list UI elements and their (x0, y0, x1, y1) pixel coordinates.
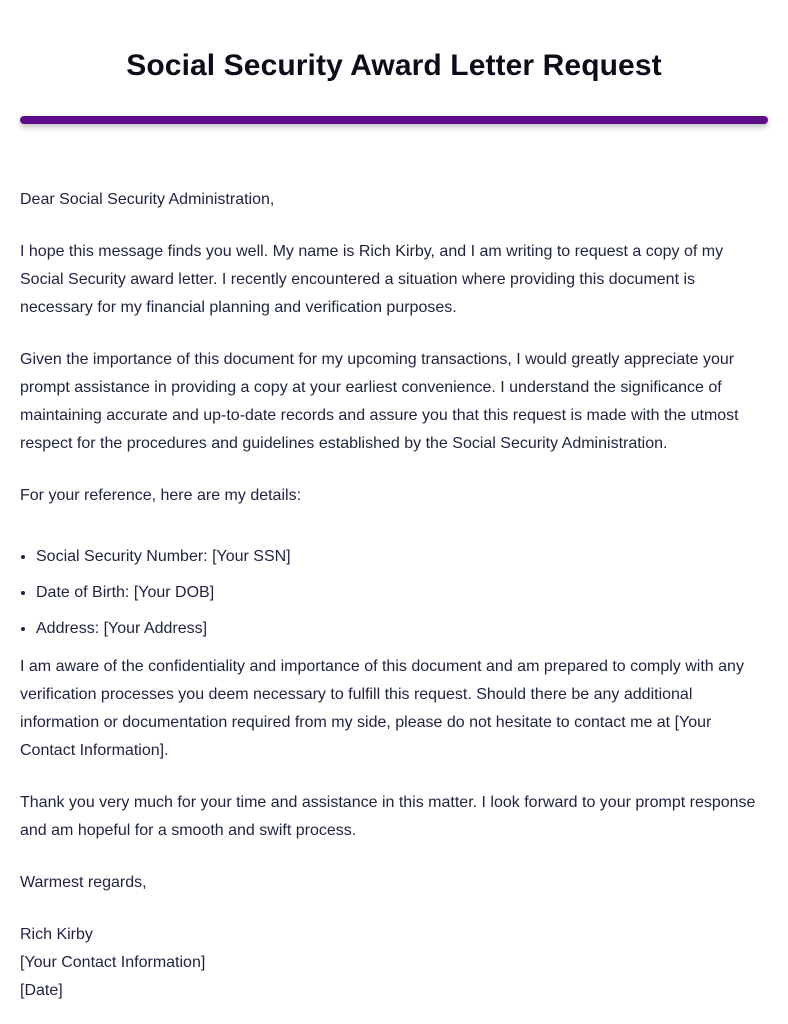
detail-ssn: • Social Security Number: [Your SSN] (36, 543, 768, 571)
signature-contact: [Your Contact Information] (20, 954, 206, 971)
closing: Warmest regards, (20, 874, 147, 891)
salutation: Dear Social Security Administration, (20, 191, 275, 208)
detail-dob: • Date of Birth: [Your DOB] (36, 579, 768, 607)
signature-date: [Date] (20, 982, 63, 999)
signature-name: Rich Kirby (20, 926, 93, 943)
signature-block (20, 921, 768, 1005)
title-divider (20, 116, 768, 124)
paragraph-request: Given the importance of this document for my upcoming transactions, I would greatly appreciate your prompt assistance in providing a copy at your earliest convenience. I understand the significance of maintaining accurate and up-to-date records and assure you that this request is made with the utmost respect for the procedures and guidelines established by the Social Security Administration. (20, 351, 739, 452)
paragraph-thanks: Thank you very much for your time and assistance in this matter. I look forward to your prompt response and am hopeful for a smooth and swift process. (20, 794, 756, 839)
details-intro: For your reference, here are my details: (20, 487, 302, 504)
details-list (20, 543, 768, 643)
detail-address: • Address: [Your Address] (36, 615, 768, 643)
paragraph-confidentiality: I am aware of the confidentiality and importance of this document and am prepared to comply with any verification processes you deem necessary to fulfill this request. Should there be any additional information or documentation required from my side, please do not hesitate to contact me at [Your Contact Information]. (20, 658, 744, 759)
letter-body (20, 186, 768, 1005)
paragraph-intro: I hope this message finds you well. My name is Rich Kirby, and I am writing to request a copy of my Social Security award letter. I recently encountered a situation where providing this document is necessary for my financial planning and verification purposes. (20, 243, 724, 316)
page-title: Social Security Award Letter Request (126, 49, 662, 82)
